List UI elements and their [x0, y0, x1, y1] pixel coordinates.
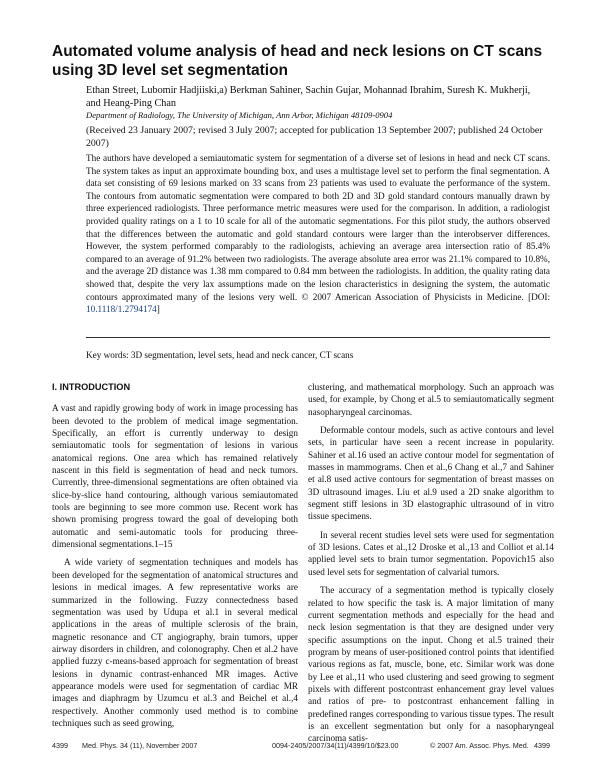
affiliation: Department of Radiology, The University of Michigan, Ann Arbor, Michigan 48109-0904 — [86, 110, 393, 120]
paragraph: In several recent studies level sets were used for segmentation of 3D lesions. Cates et al.,12 Droske et al.,13 and Colliot et al.14 applied level sets to brain tumor segmentation. Popovich15 also used level sets for segmentation of calvarial tumors. — [308, 529, 554, 577]
abstract-copyright: © 2007 American Association of Physicists in Medicine. — [301, 291, 524, 302]
footer-copyright: © 2007 Am. Assoc. Phys. Med. — [430, 741, 529, 750]
paragraph: Deformable contour models, such as active contours and level sets, in particular have seen a recent increase in popularity. Sahiner et al.16 used an active contour model for segmentation of masses in mammograms. Chen et al.,6 Chang et al.,7 and Sahiner et al.8 used active contours for segmentation of breast masses on 3D ultrasound images. Liu et al.9 used a 2D snake algorithm to segment stiff lesions in 3D elastographic ultrasound of in vitro tissue specimens. — [308, 425, 554, 522]
keywords: Key words: 3D segmentation, level sets, head and neck cancer, CT scans — [86, 350, 354, 360]
paragraph: A vast and rapidly growing body of work in image processing has been devoted to the problem of medical image segmentation. Specifically, an effort is currently underway to design semiautomatic tools for segmentation of lesions in various anatomical regions. One area which has remained relatively nascent in this field is segmentation of head and neck tumors. Currently, three-dimensional segmentations are often obtained via slice-by-slice hand contouring, although various semiautomated tools are beginning to see more common use. Recent work has shown promising progress toward the goal of developing both automatic and semi-automatic tools for producing three-dimensional segmentations.1–15 — [52, 403, 298, 550]
received-dates: (Received 23 January 2007; revised 3 July 2007; accepted for publication 13 September 2007; published 24 October 2007) — [86, 125, 543, 149]
paragraph: clustering, and mathematical morphology. Such an approach was used, for example, by Chong et al.5 to semiautomatically segment nasopharyngeal carcinomas. — [308, 382, 554, 417]
page-number-left: 4399 — [52, 741, 68, 750]
section-heading: I. INTRODUCTION — [52, 382, 131, 392]
author-list: Ethan Street, Lubomir Hadjiiski,a) Berkman Sahiner, Sachin Gujar, Mohannad Ibrahim, Suresh K. Mukherji, and Heang-Ping Chan — [86, 85, 531, 109]
doi-link[interactable]: 10.1118/1.2794174 — [86, 304, 157, 315]
page-number-right: 4399 — [534, 741, 550, 750]
abstract — [86, 152, 550, 316]
paper-title: Automated volume analysis of head and neck lesions on CT scans using 3D level set segmentation — [52, 43, 543, 79]
doi-prefix: [DOI: — [528, 291, 551, 302]
paragraph: A wide variety of segmentation techniques and models has been developed for the segmentation of anatomical structures and lesions in medical images. A few representative works are summarized in the following. Fuzzy connectedness based segmentation was used by Udupa et al.1 in several medical applications in the areas of multiple sclerosis of the brain, magnetic resonance and CT angiography, brain tumors, upper airway disorders in children, and colonography. Chen et al.2 have applied fuzzy c-means-based approach for segmentation of breast lesions in dynamic contrast-enhanced MR images. Active appearance models were used for segmentation of cardiac MR images and diaphragm by Uzumcu et al.3 and Beichel et al.,4 respectively. Another commonly used method is to combine techniques such as seed growing, — [52, 557, 298, 728]
left-column — [52, 381, 298, 735]
journal-citation: Med. Phys. 34 (11), November 2007 — [82, 741, 198, 750]
abstract-text: The authors have developed a semiautomatic system for segmentation of a diverse set of lesions in head and neck CT scans. The system takes as input an approximate bounding box, and uses a multistage level set to perform the final segmentation. A data set consisting of 69 lesions marked on 33 scans from 23 patients was used to evaluate the performance of the system. The contours from automatic segmentation were compared to both 2D and 3D gold standard contours manually drawn by three experienced radiologists. Three performance metric measures were used for the comparison. In addition, a radiologist provided quality ratings on a 1 to 10 scale for all of the automatic segmentations. For this pilot study, the authors observed that the differences between the automatic and gold standard contours were larger than the interobserver differences. However, the system performed comparably to the radiologists, achieving an average area intersection ratio of 85.4% compared to an average of 91.2% between two radiologists. The average absolute area error was 21.1% compared to 10.8%, and the average 2D distance was 1.38 mm compared to 0.84 mm between the radiologists. In addition, the quality rating data showed that, despite the very lax assumptions made on the lesion characteristics in designing the system, the automatic contours approximated many of the lesions very well. — [86, 153, 550, 302]
doi-suffix: ] — [156, 304, 160, 315]
abstract-divider — [86, 337, 550, 338]
journal-code: 0094-2405/2007/34(11)/4399/10/$23.00 — [272, 741, 399, 750]
right-column — [308, 381, 554, 751]
paragraph: The accuracy of a segmentation method is typically closely related to how specific the task is. A major limitation of many current segmentation methods and especially for the head and neck lesion segmentation is that they are designed under very specific assumptions on the input. Chong et al.5 trained their program by means of user-positioned control points that identified various regions as fat, muscle, bone, etc. Similar work was done by Lee et al.,11 who used clustering and seed growing to segment pixels with different postcontrast enhancement gray level values and ratios of pre- to postcontrast enhancement falling in predefined ranges corresponding to various tissue types. The result is an excellent segmentation but only for a nasopharyngeal carcinoma satis- — [308, 585, 554, 744]
